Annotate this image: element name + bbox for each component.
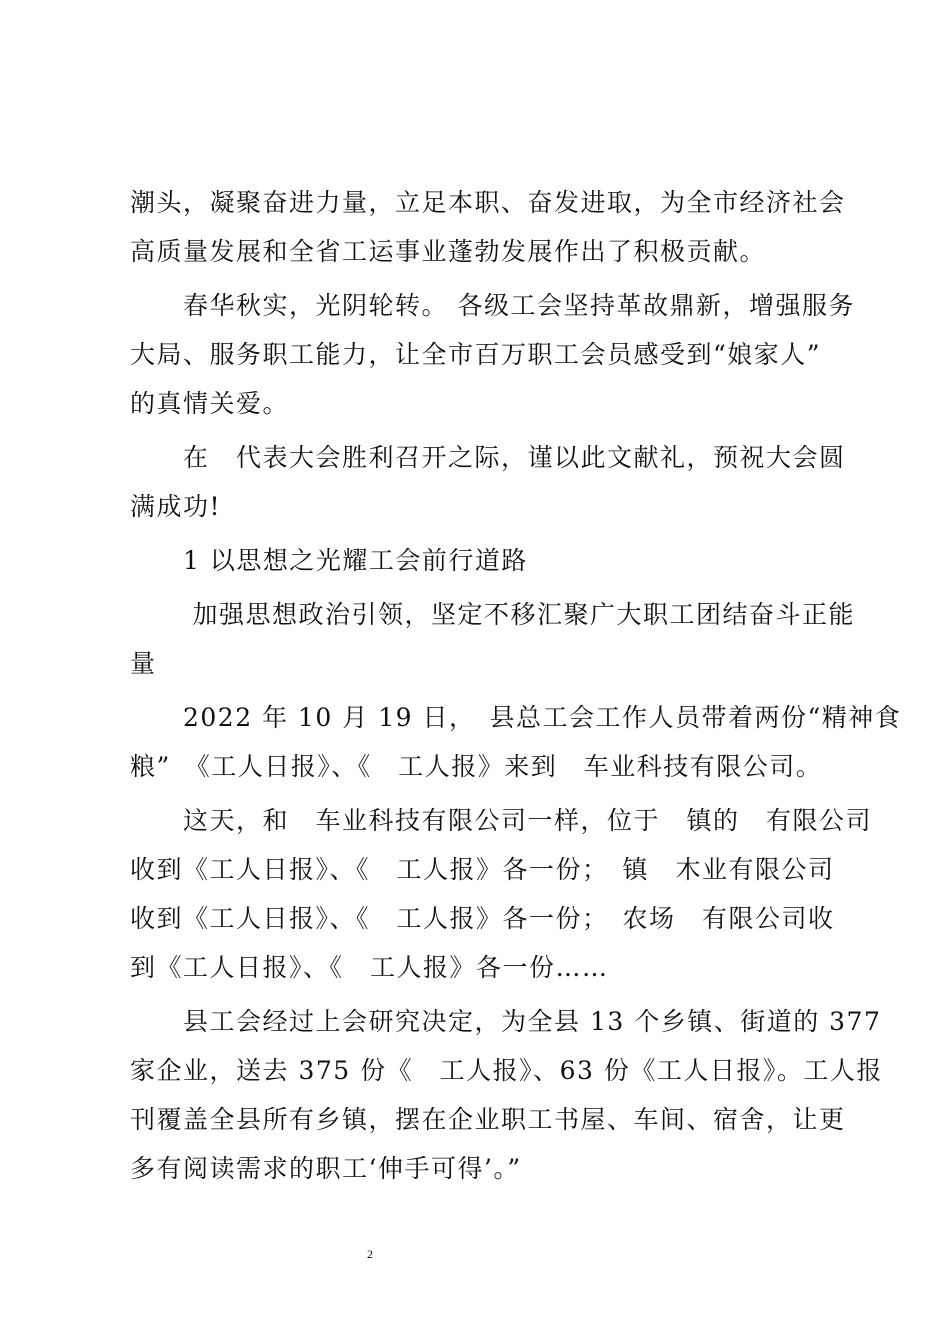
text-line: 收到《工人日报》、《 工人报》各一份； 镇 木业有限公司: [130, 855, 835, 884]
text-line: 家企业，送去 375 份《 工人报》、63 份《工人日报》。工人报: [130, 1056, 883, 1085]
text-line: 春华秋实，光阴轮转。 各级工会坚持革故鼎新，增强服务: [130, 291, 855, 320]
paragraph: [130, 178, 846, 276]
text-line: 粮” 《工人日报》、《 工人报》来到 车业科技有限公司。: [130, 752, 823, 781]
text-line: 多有阅读需求的职工‘伸手可得’。”: [130, 1154, 522, 1183]
text-line: 量: [130, 649, 157, 678]
text-line: 到《工人日报》、《 工人报》各一份……: [130, 953, 609, 982]
text-line: 县工会经过上会研究决定，为全县 13 个乡镇、街道的 377: [130, 1007, 882, 1036]
section-subheading: [130, 590, 855, 688]
paragraph: [130, 693, 902, 791]
paragraph: [130, 433, 846, 531]
paragraph: [130, 997, 883, 1193]
paragraph: [130, 281, 855, 428]
text-line: 刊覆盖全县所有乡镇，摆在企业职工书屋、车间、宿舍，让更: [130, 1105, 846, 1134]
text-line: 这天，和 车业科技有限公司一样，位于 镇的 有限公司: [130, 806, 873, 835]
text-line: 潮头，凝聚奋进力量，立足本职、奋发进取，为全市经济社会: [130, 188, 846, 217]
text-line: 加强思想政治引领，坚定不移汇聚广大职工团结奋斗正能: [130, 600, 855, 629]
text-line: 在 代表大会胜利召开之际，谨以此文献礼，预祝大会圆: [130, 443, 846, 472]
paragraph: [130, 796, 873, 992]
body-text: [130, 178, 902, 1198]
text-line: 1 以思想之光耀工会前行道路: [130, 546, 528, 575]
text-line: 的真情关爱。: [130, 389, 290, 418]
section-heading: [130, 536, 830, 585]
text-line: 高质量发展和全省工运事业蓬勃发展作出了积极贡献。: [130, 237, 767, 266]
page-number: 2: [367, 1247, 373, 1261]
text-line: 满成功!: [130, 492, 222, 521]
text-line: 大局、服务职工能力，让全市百万职工会员感受到“娘家人”: [130, 340, 822, 369]
text-line: 2022 年 10 月 19 日， 县总工会工作人员带着两份“精神食: [130, 703, 902, 732]
text-line: 收到《工人日报》、《 工人报》各一份； 农场 有限公司收: [130, 904, 835, 933]
